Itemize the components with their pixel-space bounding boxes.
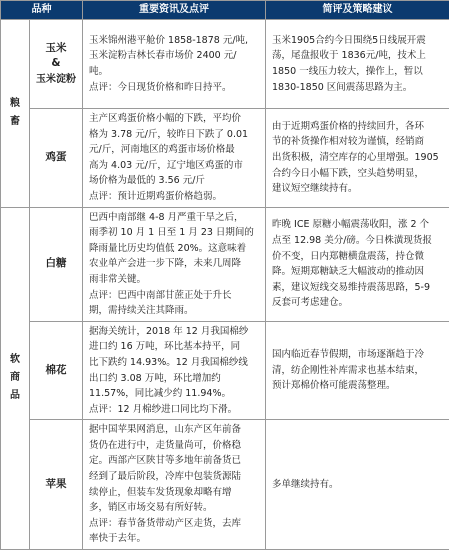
table-row <box>1 20 449 109</box>
variety-apple <box>30 420 83 550</box>
info-line: 多，销区市场交易有所好转。 <box>89 500 261 516</box>
strategy-line: 清，纺企刚性补库需求也基本结束， <box>272 363 445 379</box>
info-line: 雨非常关键。 <box>89 272 261 288</box>
variety-sugar <box>30 207 83 321</box>
header-variety: 品种 <box>1 1 83 20</box>
strategy-line: 素，建议短线交易维持震荡思路，5-9 <box>272 280 445 296</box>
strategy-line: 价不变，日内郑糖横盘震荡，持仓微 <box>272 249 445 265</box>
strategy-egg <box>266 109 449 208</box>
info-line: 期，需持续关注其降雨。 <box>89 303 261 319</box>
info-line: 农业单产会进一步下降，未来几周降 <box>89 256 261 272</box>
strategy-line: 1850 一线压力较大，操作上，暂以 <box>272 64 445 80</box>
category-grain-label: 粮畜 <box>9 95 21 131</box>
strategy-corn <box>266 20 449 109</box>
category-soft-label: 软商品 <box>9 351 21 405</box>
table-row <box>1 207 449 321</box>
info-line: 点评：今日现货价格和昨日持平。 <box>89 80 261 96</box>
info-line: 雨季初 10 月 1 日至 1 月 23 日期间的 <box>89 225 261 241</box>
header-info: 重要资讯及点评 <box>83 1 266 20</box>
strategy-line: 荡，尾盘报收于 1836元/吨，技术上 <box>272 48 445 64</box>
variety-apple-name: 苹果 <box>46 478 67 490</box>
info-line: 定。西部产区陕甘等多地年前备货已 <box>89 453 261 469</box>
strategy-line: 玉米1905合约今日围绕5日线展开震 <box>272 33 445 49</box>
info-line: 玉米锦州港平舱价 1858-1878 元/吨, <box>89 33 261 49</box>
info-line: 续停止，但装车发货现象却略有增 <box>89 485 261 501</box>
info-line: 吨。 <box>89 64 261 80</box>
info-line: 巴西中南部继 4-8 月严重干旱之后， <box>89 210 261 226</box>
variety-corn-starch-name: 玉米淀粉 <box>30 72 82 88</box>
table-row <box>1 109 449 208</box>
variety-corn <box>30 20 83 109</box>
variety-egg-name: 鸡蛋 <box>46 151 67 163</box>
variety-corn-name: 玉米 <box>30 41 82 57</box>
info-line: 点评：春节备货带动产区走货，去库 <box>89 516 261 532</box>
strategy-line: 合约今日小幅下跌，空头趋势明显， <box>272 166 445 182</box>
info-line: 点评：12 月棉纱进口同比均下滑。 <box>89 402 261 418</box>
info-line: 主产区鸡蛋价格小幅的下跌，平均价 <box>89 111 261 127</box>
strategy-line: 1830-1850 区间震荡思路为主。 <box>272 80 445 96</box>
info-line: 经到了最后阶段，冷库中包装货源陆 <box>89 469 261 485</box>
info-corn <box>83 20 266 109</box>
header-strategy: 简评及策略建议 <box>266 1 449 20</box>
strategy-apple <box>266 420 449 550</box>
strategy-line: 昨晚 ICE 原糖小幅震荡收阳，涨 2 个 <box>272 217 445 233</box>
info-line: 格为 3.78 元/斤，较昨日下跌了 0.01 <box>89 127 261 143</box>
info-line: 降雨量比历史均值低 20%。这意味着 <box>89 241 261 257</box>
info-line: 据中国苹果网消息，山东产区年前备 <box>89 422 261 438</box>
variety-cotton-name: 棉花 <box>46 364 67 376</box>
table-header-row <box>1 1 449 20</box>
info-line: 场价格为最低的 3.56 元/斤 <box>89 173 261 189</box>
info-line: 点评：巴西中南部甘蔗正处于升长 <box>89 288 261 304</box>
variety-sugar-name: 白糖 <box>46 257 67 269</box>
info-egg <box>83 109 266 208</box>
info-line: 玉米淀粉吉林长春市场价 2400 元/ <box>89 48 261 64</box>
category-soft <box>1 207 30 549</box>
info-line: 进口约 16 万吨，环比基本持平，同 <box>89 339 261 355</box>
strategy-line: 节的补货操作相对较为谨慎，经销商 <box>272 134 445 150</box>
variety-egg <box>30 109 83 208</box>
strategy-line: 降。短期郑糖缺乏大幅波动的推动因 <box>272 264 445 280</box>
table-row <box>1 420 449 550</box>
variety-cotton <box>30 321 83 420</box>
info-line: 货仍在进行中，走货量尚可，价格稳 <box>89 438 261 454</box>
info-line: 11.57%，同比减少约 11.94%。 <box>89 386 261 402</box>
category-grain <box>1 20 30 208</box>
strategy-line: 点至 12.98 美分/磅。今日株潢现货报 <box>272 233 445 249</box>
strategy-line: 出货积极，清空库存的心里增强。1905 <box>272 150 445 166</box>
info-line: 点评：预计近期鸡蛋价格趋弱。 <box>89 189 261 205</box>
info-cotton <box>83 321 266 420</box>
strategy-line: 预计郑棉价格可能震荡整理。 <box>272 378 445 394</box>
table-row <box>1 321 449 420</box>
strategy-line: 由于近期鸡蛋价格的持续回升，各环 <box>272 119 445 135</box>
strategy-cotton <box>266 321 449 420</box>
strategy-line: 多单继续持有。 <box>272 477 445 493</box>
strategy-sugar <box>266 207 449 321</box>
info-apple <box>83 420 266 550</box>
strategy-line: 反套可考虑建仓。 <box>272 295 445 311</box>
info-line: 高为 4.03 元/斤，辽宁地区鸡蛋的市 <box>89 158 261 174</box>
info-sugar <box>83 207 266 321</box>
info-line: 率快于去年。 <box>89 531 261 547</box>
strategy-line: 建议短空继续持有。 <box>272 181 445 197</box>
info-line: 比下跌约 14.93%。12 月我国棉纱线 <box>89 355 261 371</box>
info-line: 元/斤，河南地区的鸡蛋市场价格最 <box>89 142 261 158</box>
info-line: 出口约 3.08 万吨，环比增加约 <box>89 371 261 387</box>
strategy-line: 国内临近春节假期，市场逐渐趋于冷 <box>272 347 445 363</box>
variety-corn-amp: & <box>30 56 82 72</box>
info-line: 据海关统计，2018 年 12 月我国棉纱 <box>89 324 261 340</box>
